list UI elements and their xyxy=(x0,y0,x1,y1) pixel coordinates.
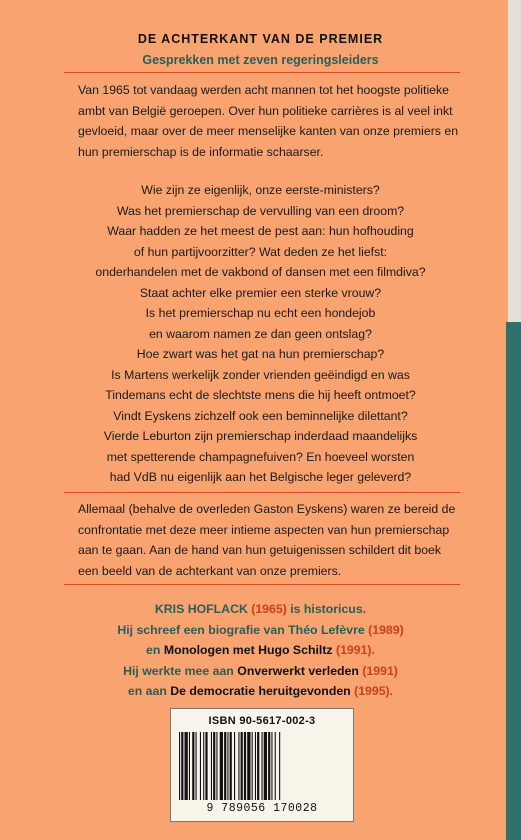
book-reference: De democratie heruitgevonden xyxy=(170,684,351,698)
barcode-bar xyxy=(196,732,197,800)
barcode-bar xyxy=(247,732,250,800)
book-year: (1991). xyxy=(332,643,375,657)
question-line: Tindemans echt de slechtste mens die hij heeft ontmoet? xyxy=(105,388,416,402)
barcode-bar xyxy=(264,732,267,800)
question-line: Is Martens werkelijk zonder vrienden geëindigd en was xyxy=(111,367,410,382)
question-line: Waar hadden ze het meest de pest aan: hun hofhouding xyxy=(107,224,414,238)
book-year: (1991) xyxy=(358,663,398,678)
question-line: had VdB nu eigenlijk aan het Belgische leger geleverd? xyxy=(109,470,412,484)
question-line: Wie zijn ze eigenlijk, onze eerste-ministers? xyxy=(141,183,380,197)
author-birth-year: (1965) xyxy=(251,602,287,616)
question-line: of hun partijvoorzitter? Wat deden ze het liefst: xyxy=(133,244,388,259)
divider-top xyxy=(64,72,460,73)
author-role: is historicus. xyxy=(286,602,367,616)
barcode-bar xyxy=(252,732,253,800)
author-line-5 xyxy=(0,681,521,702)
barcode-bar xyxy=(211,732,212,800)
barcode-label xyxy=(170,708,354,822)
closing-line: confrontatie met deze meer intieme aspecten van hun premierschap xyxy=(78,522,450,537)
isbn-number: ISBN 90-5617-002-3 xyxy=(208,715,316,727)
book-subtitle: Gesprekken met zeven regeringsleiders xyxy=(142,53,379,67)
barcode-bar xyxy=(262,732,263,800)
closing-line: Allemaal (behalve de overleden Gaston Eyskens) waren ze bereid de xyxy=(78,502,456,516)
divider-bottom xyxy=(64,584,460,585)
barcode-bar xyxy=(216,732,217,800)
barcode-bar xyxy=(179,732,180,800)
intro-line: hun premierschap is de informatie schaarser. xyxy=(78,144,324,159)
barcode-bar xyxy=(205,732,207,800)
barcode-bar xyxy=(275,732,276,800)
ean-number: 9 789056 170028 xyxy=(206,802,318,815)
author-line-2 xyxy=(0,620,521,641)
bio-text: en xyxy=(146,643,164,657)
author-line-3 xyxy=(0,640,521,661)
question-line: Vindt Eyskens zichzelf ook een beminnelijke dilettant? xyxy=(113,408,408,423)
barcode-bar xyxy=(279,732,280,800)
intro-line: gevloeid, maar over de meer menselijke kanten van onze premiers en xyxy=(78,124,459,139)
intro-line: Van 1965 tot vandaag werden acht mannen tot het hoogste politieke xyxy=(78,83,449,97)
barcode-bar xyxy=(244,732,246,800)
barcode-bar xyxy=(234,732,235,800)
author-line-4 xyxy=(0,661,521,682)
question-line: onderhandelen met de vakbond of dansen met een filmdiva? xyxy=(95,265,426,279)
book-reference: Onverwerkt verleden xyxy=(237,663,359,678)
barcode-bar xyxy=(241,732,243,800)
bio-text: en aan xyxy=(127,684,171,698)
barcode-bar xyxy=(213,732,215,800)
barcode-bar xyxy=(192,732,194,800)
barcode-bar xyxy=(271,732,272,800)
divider-middle xyxy=(64,492,460,493)
question-line: Is het premierschap nu echt een hondejob xyxy=(145,306,376,320)
author-bio xyxy=(0,599,521,702)
book-reference: Monologen met Hugo Schiltz xyxy=(163,643,333,657)
question-line: en waarom namen ze dan geen ontslag? xyxy=(149,326,372,341)
barcode-bar xyxy=(181,732,183,800)
barcode-bar xyxy=(185,732,188,800)
bio-text: Hij schreef een biografie van xyxy=(117,622,289,637)
bio-text: Hij werkte mee aan xyxy=(123,663,238,678)
question-line: Vierde Leburton zijn premierschap inderdaad maandelijks xyxy=(103,429,418,443)
closing-line: een beeld van de achterkant van onze premiers. xyxy=(78,563,342,578)
book-reference: Théo Lefèvre xyxy=(288,622,365,637)
intro-paragraph xyxy=(78,80,459,162)
barcode-bar xyxy=(268,732,270,800)
question-line: Staat achter elke premier een sterke vrouw? xyxy=(139,285,382,300)
book-year: (1989) xyxy=(364,622,404,637)
closing-line: aan te gaan. Aan de hand van hun getuigenissen schildert dit boek xyxy=(78,543,442,558)
barcode-bar xyxy=(189,732,190,800)
intro-line: ambt van België geroepen. Over hun politieke carrières is al veel inkt xyxy=(78,103,453,118)
barcode-bar xyxy=(224,732,226,800)
closing-paragraph xyxy=(78,499,456,581)
barcode-bar xyxy=(220,732,223,800)
questions-block xyxy=(0,180,521,488)
barcode-bar xyxy=(255,732,256,800)
barcode-bar xyxy=(257,732,259,800)
book-title: DE ACHTERKANT VAN DE PREMIER xyxy=(137,32,384,46)
barcode-icon xyxy=(179,732,345,800)
barcode-bar xyxy=(238,732,239,800)
question-line: met spetterende champagnefuiven? En hoeveel worsten xyxy=(106,449,415,464)
author-name: KRIS HOFLACK xyxy=(154,602,248,616)
question-line: Hoe zwart was het gat na hun premierschap? xyxy=(136,347,385,361)
author-line-1 xyxy=(0,599,521,620)
question-line: Was het premierschap de vervulling van een droom? xyxy=(116,203,405,218)
barcode-bar xyxy=(203,732,204,800)
barcode-bar xyxy=(230,732,232,800)
book-year: (1995). xyxy=(350,684,394,698)
barcode-bar xyxy=(200,732,201,800)
barcode-bar xyxy=(227,732,228,800)
